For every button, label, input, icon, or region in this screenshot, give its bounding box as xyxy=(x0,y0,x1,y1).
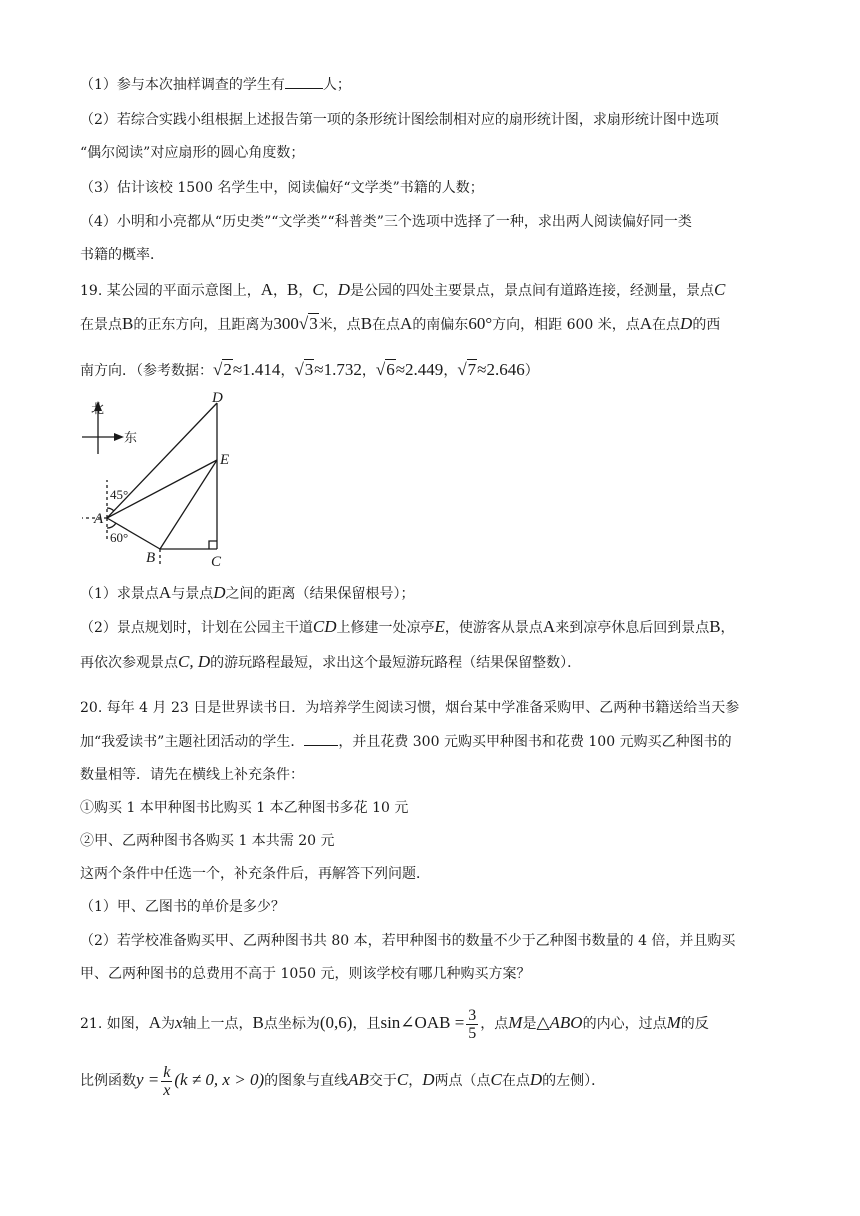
q19-line1: 19. 某公园的平面示意图上，A，B，C，D是公园的四处主要景点，景点间有道路连接，经测量，景点C xyxy=(80,280,726,299)
q18-part3: （3）估计该校 1500 名学生中，阅读偏好“文学类”书籍的人数； xyxy=(80,180,484,196)
label-A: A xyxy=(94,511,104,527)
q18-part2-line1: （2）若综合实践小组根据上述报告第一项的条形统计图绘制相对应的扇形统计图，求扇形统计图中选项 xyxy=(80,112,719,128)
q18-part4-line2: 书籍的概率． xyxy=(80,247,164,263)
label-D: D xyxy=(212,392,223,406)
angle-60: 60° xyxy=(110,530,129,545)
q20-sub2-line1: （2）若学校准备购买甲、乙两种图书共 80 本，若甲种图书的数量不少于乙种图书数量的 4 倍，并且购买 xyxy=(80,933,736,949)
q20-sub1: （1）甲、乙图书的单价是多少？ xyxy=(80,899,285,915)
q18-part4-line1: （4）小明和小亮都从“历史类”“文学类”“科普类”三个选项中选择了一种，求出两人阅读偏好同一类 xyxy=(80,214,692,230)
q20-line2: 加“我爱读书”主题社团活动的学生． ，并且花费 300 元购买甲种图书和花费 100 元购买乙种图书的 xyxy=(80,731,732,752)
q21-line1: 21. 如图，A为x轴上一点，B点坐标为(0,6)，且sin∠OAB = $\frac{3}{5}$ ，点M是△ABO的内心，过点M的反 xyxy=(80,1006,709,1042)
label-east: 东 xyxy=(124,430,138,445)
q19-line3-reference: 南方向．（参考数据：√2≈1.414，√3≈1.732，√6≈2.449，√7≈2.646） xyxy=(80,360,539,379)
angle-45: 45° xyxy=(110,487,129,502)
q21-line2: 比例函数y = $\frac{k}{x}$ (k ≠ 0, x > 0)的图象与直线AB交于C，D两点（点C在点D的左侧）． xyxy=(80,1063,606,1099)
answer-blank[interactable] xyxy=(285,74,323,89)
q19-line2: 在景点B的正东方向，且距离为300√3米，点B在点A的南偏东60°方向，相距 600 米，点A在点D的西 xyxy=(80,314,721,333)
condition-blank[interactable] xyxy=(304,731,338,746)
q20-line1: 20. 每年 4 月 23 日是世界读书日．为培养学生阅读习惯，烟台某中学准备采购甲、乙两种书籍送给当天参 xyxy=(80,700,740,716)
q19-sub1: （1）求景点A与景点D之间的距离（结果保留根号）； xyxy=(80,583,415,602)
q18-part2-line2: “偶尔阅读”对应扇形的圆心角度数； xyxy=(80,145,305,161)
q18-part1: （1）参与本次抽样调查的学生有 人； xyxy=(80,74,351,95)
geometry-figure xyxy=(80,392,240,582)
label-north: 北 xyxy=(91,401,105,416)
label-E: E xyxy=(220,452,230,468)
q19-sub2-line1: （2）景点规划时，计划在公园主干道CD上修建一处凉亭E，使游客从景点A来到凉亭休息后回到景点B， xyxy=(80,617,735,636)
q20-option2: ②甲、乙两种图书各购买 1 本共需 20 元 xyxy=(80,833,335,849)
label-B: B xyxy=(146,550,156,566)
label-C: C xyxy=(211,554,222,570)
q19-sub2-line2: 再依次参观景点C, D的游玩路程最短，求出这个最短游玩路程（结果保留整数）． xyxy=(80,652,582,671)
q20-sub2-line2: 甲、乙两种图书的总费用不高于 1050 元，则该学校有哪几种购买方案？ xyxy=(80,966,531,982)
q20-line3: 数量相等．请先在横线上补充条件： xyxy=(80,767,304,783)
q20-option1: ①购买 1 本甲种图书比购买 1 本乙种图书多花 10 元 xyxy=(80,800,409,816)
q20-line4: 这两个条件中任选一个，补充条件后，再解答下列问题． xyxy=(80,866,430,882)
